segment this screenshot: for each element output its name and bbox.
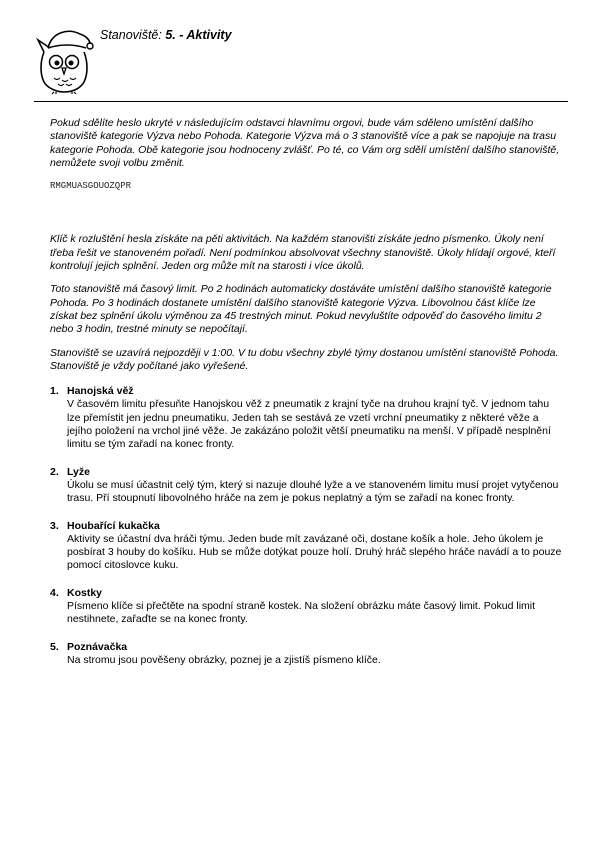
page-title — [100, 28, 232, 42]
item-title: Poznávačka — [67, 640, 128, 653]
list-item — [50, 520, 562, 573]
item-number: 3. — [50, 519, 59, 532]
title-main: 5. - Aktivity — [165, 28, 232, 42]
item-text: Aktivity se účastní dva hráči týmu. Jeden bude mít zavázané oči, dostane košík a hole. Jeho úkolem je posbírat 3 houby do košíku. Hub se může dotýkat pouze holí. Druhý hráč slepého hráče navádí a to pouze pomocí citoslovce kuku. — [67, 532, 562, 572]
rules-paragraph-1: Klíč k rozluštění hesla získáte na pěti aktivitách. Na každém stanovišti získáte jedno písmenko. Úkoly není třeba řešit ve stanoveném pořadí. Není podmínkou absolvovat všechny stanoviště. Úkoly hlídají orgové, kteří kontrolují jejich splnění. Jeden org může mít na starosti i více úkolů. — [50, 233, 556, 273]
title-prefix: Stanoviště: — [100, 28, 166, 42]
item-number: 1. — [50, 385, 59, 398]
item-text: Písmeno klíče si přečtěte na spodní straně kostek. Na složení obrázku máte časový limit. Pokud limit nestihnete, zařaďte se na konec fronty. — [67, 600, 536, 626]
item-title: Houbařící kukačka — [67, 519, 160, 532]
header-divider — [34, 101, 568, 102]
cipher-code: RMGMUASGOUOZQPR — [50, 181, 132, 192]
item-number: 2. — [50, 465, 59, 478]
item-number: 5. — [50, 640, 59, 653]
item-number: 4. — [50, 586, 59, 599]
item-text: Na stromu jsou pověšeny obrázky, poznej je a zjistíš písmeno klíče. — [67, 653, 381, 666]
list-item — [50, 587, 562, 627]
item-title: Lyže — [67, 465, 90, 478]
page-header — [34, 22, 568, 102]
document-body — [50, 117, 562, 681]
item-title: Hanojská věž — [67, 385, 134, 398]
rules-paragraph-2: Toto stanoviště má časový limit. Po 2 hodinách automaticky dostáváte umístění dalšího stanoviště kategorie Pohoda. Po 3 hodinách dostanete umístění dalšího stanoviště kategorie Výzva. Libovolnou část klíče lze získat bez splnění úkolu výměnou za 45 trestných minut. Pokud nevyluštíte odpověď do časového limitu 2 nebo 3 hodin, trestné minuty se nepočítají. — [50, 283, 552, 336]
item-title: Kostky — [67, 586, 103, 599]
item-text: Úkolu se musí účastnit celý tým, který si nazuje dlouhé lyže a ve stanoveném limitu musí projet vytyčenou trasu. Pří stoupnutí libovolného hráče na zem je pokus neplatný a tým se zařadí na konec fronty. — [67, 478, 559, 505]
item-text: V časovém limitu přesuňte Hanojskou věž z pneumatik z krajní tyče na druhou krajní tyč. V jednom tahu lze přemístit jen jednu pneumatiku. Jeden tah se sestává ze vzetí vrchní pneumatiky z některé věže a jejího položení na vrchol jiné věže. Je zakázáno položit větší pneumatiku na menší. V případě nesplnění limitu se tým zařadí na konec fronty. — [67, 398, 551, 451]
rules-paragraph-3: Stanoviště se uzavírá nejpozději v 1:00. V tu dobu všechny zbylé týmy dostanou umístění stanoviště Pohoda. Stanoviště je vždy počítané jako vyřešené. — [50, 346, 559, 372]
activity-list — [50, 385, 562, 667]
list-item — [50, 466, 562, 506]
intro-paragraph: Pokud sdělíte heslo ukryté v následujícím odstavci hlavnímu orgovi, bude vám sděleno umístění dalšího stanoviště kategorie Výzva nebo Pohoda. Kategorie Výzva má o 3 stanoviště více a pak se napojuje na trasu kategorie Pohoda. Obě kategorie jsou hodnoceny zvlášť. Po té, co Vám org sdělí umístění dalšího stanoviště, nemůžete svoji volbu změnit. — [50, 117, 560, 169]
owl-logo-icon — [34, 22, 94, 94]
list-item — [50, 641, 562, 668]
list-item — [50, 385, 562, 451]
